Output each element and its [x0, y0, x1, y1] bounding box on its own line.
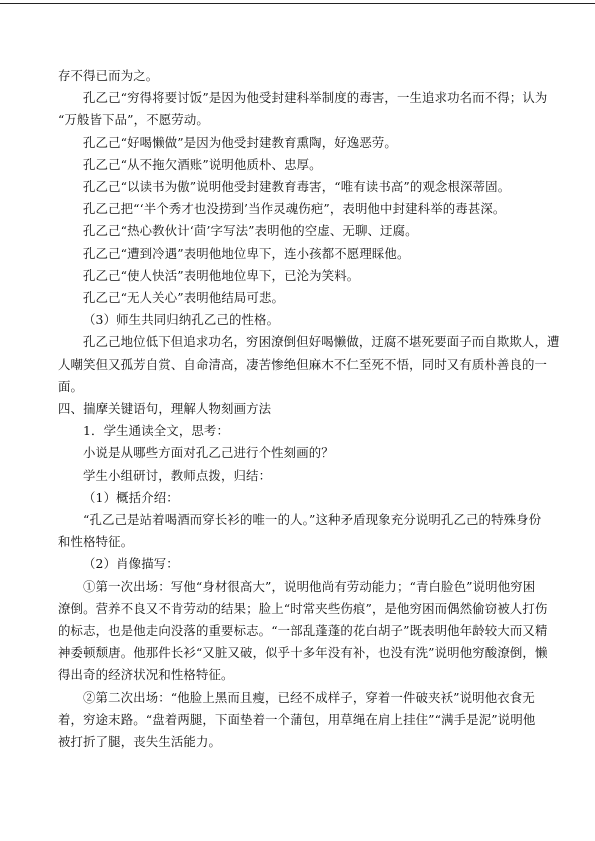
text-line: 潦倒。营养不良又不肯劳动的结果；脸上“时常夹些伤痕”，是他穷困而偶然偷窃被人打伤 [58, 600, 548, 616]
text-line: “万般皆下品”，不愿劳动。 [58, 112, 209, 128]
text-line: 孔乙己地位低下但追求功名，穷困潦倒但好喝懒做，迂腐不堪死要面子而自欺欺人，遭 [83, 334, 560, 350]
text-line: 存不得已而为之。 [58, 68, 159, 83]
text-line: 的标志，也是他走向没落的重要标志。“一部乱蓬蓬的花白胡子”既表明他年龄较大而又精 [58, 623, 548, 639]
text-line: 小说是从哪些方面对孔乙己进行个性刻画的？ [83, 445, 334, 461]
text-line: 孔乙己“穷得将要讨饭”是因为他受封建科举制度的毒害，一生追求功名而不得；认为 [83, 90, 548, 106]
text-line: 孔乙己“热心教伙计‘茴’字写法”表明他的空虚、无聊、迂腐。 [83, 223, 418, 239]
text-line: 和性格特征。 [58, 534, 134, 550]
text-line: 孔乙己“好喝懒做”是因为他受封建教育熏陶，好逸恶劳。 [83, 134, 397, 150]
text-line: 孔乙己“遭到冷遇”表明他地位卑下，连小孩都不愿理睬他。 [83, 245, 410, 261]
text-line: ②第二次出场：“他脸上黑而且瘦，已经不成样子，穿着一件破夹袄”说明他衣食无 [83, 689, 535, 705]
text-line: 孔乙己“无人关心”表明他结局可悲。 [83, 290, 285, 306]
text-line: 孔乙己“以读书为傲”说明他受封建教育毒害，“唯有读书高”的观念根深蒂固。 [83, 179, 511, 195]
text-line: ①第一次出场：写他“身材很高大”，说明他尚有劳动能力；“青白脸色”说明他穷困 [83, 578, 536, 594]
text-line: 神委顿颓唐。他那件长衫“又脏又破，似乎十多年没有补，也没有洗”说明他穷酸潦倒，懒 [58, 645, 548, 661]
text-line: 学生小组研讨，教师点拨，归结： [83, 467, 272, 483]
text-line: 得出奇的经济状况和性格特征。 [58, 667, 234, 683]
text-line: 面。 [58, 378, 84, 394]
text-line: “孔乙己是站着喝酒而穿长衫的唯一的人。”这种矛盾现象充分说明孔乙己的特殊身份 [83, 512, 542, 528]
section-subheading: （1）概括介绍： [83, 489, 179, 505]
text-line: 人嘲笑但又孤芳自赏、自命清高，凄苦惨绝但麻木不仁至死不悟，同时又有质朴善良的一 [58, 356, 548, 372]
section-subheading: （2）肖像描写： [83, 556, 179, 572]
header-rule [0, 3, 595, 4]
section-heading: 四、揣摩关键语句，理解人物刻画方法 [58, 401, 272, 417]
text-line: 孔乙己把“‘半个秀才也没捞到’当作灵魂伤疤”，表明他中封建科举的毒甚深。 [83, 201, 506, 217]
text-line: 孔乙己“使人快活”表明他地位卑下，已沦为笑料。 [83, 267, 360, 283]
section-subheading: （3）师生共同归纳孔乙己的性格。 [83, 312, 280, 328]
text-line: 着，穷途末路。“盘着两腿，下面垫着一个蒲包，用草绳在肩上挂住”“满手是泥”说明他 [58, 711, 536, 727]
text-line: 1．学生通读全文，思考： [83, 423, 229, 439]
document-body [58, 65, 560, 753]
text-line: 被打折了腿，丧失生活能力。 [58, 734, 222, 750]
text-line: 孔乙己“从不拖欠酒账”说明他质朴、忠厚。 [83, 156, 322, 172]
